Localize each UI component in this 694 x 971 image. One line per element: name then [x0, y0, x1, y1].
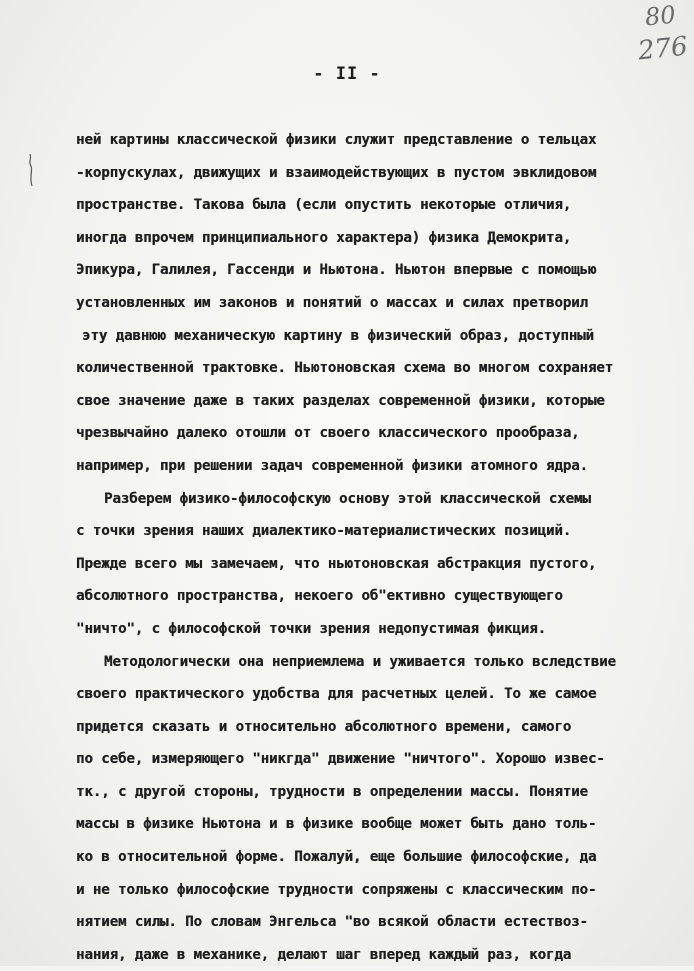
text-line-2: -корпускулах, движущих и взаимодействующих в пустом эвклидовом: [76, 164, 597, 181]
page-number: - II -: [313, 64, 381, 84]
text-line-19: придется сказать и относительно абсолютного времени, самого: [76, 718, 572, 735]
archive-number-top: 80: [644, 0, 678, 32]
text-line-5: Эпикура, Галилея, Гассенди и Ньютона. Ньютон впервые с помощью: [76, 262, 597, 279]
text-line-24: и не только философские трудности сопряжены с классическим по-: [76, 881, 597, 898]
text-line-26: нания, даже в механике, делают шаг вперед каждый раз, когда: [76, 946, 572, 963]
text-line-23: ко в относительной форме. Пожалуй, еще большие философские, да: [76, 849, 597, 866]
archive-number-bottom: 276: [636, 31, 690, 67]
text-line-9: свое значение даже в таких разделах современной физики, которые: [76, 392, 605, 409]
text-line-25: нятием силы. По словам Энгельса "во всякой области естествоз-: [76, 914, 588, 931]
text-line-4: иногда впрочем принципиального характера) физика Демокрита,: [76, 229, 572, 246]
text-line-17: Методологически она неприемлема и уживается только вследствие: [104, 653, 616, 670]
margin-pencil-mark: [26, 152, 40, 188]
text-line-16: "ничто", с философской точки зрения недопустимая фикция.: [76, 620, 546, 637]
text-line-20: по себе, измеряющего "никгда" движение "ничтого". Хорошо извес-: [76, 751, 605, 768]
text-line-7: эту давнюю механическую картину в физический образ, доступный: [82, 327, 594, 344]
text-line-13: с точки зрения наших диалектико-материалистических позиций.: [76, 523, 572, 540]
text-line-14: Прежде всего мы замечаем, что ньютоновская абстракция пустого,: [76, 555, 597, 572]
text-line-18: своего практического удобства для расчетных целей. То же самое: [76, 686, 597, 703]
text-line-22: массы в физике Ньютона и в физике вообще может быть дано толь-: [76, 816, 597, 833]
text-line-3: пространстве. Такова была (если опустить некоторые отличия,: [76, 197, 572, 214]
text-line-6: установленных им законов и понятий о массах и силах претворил: [76, 294, 588, 311]
text-line-11: например, при решении задач современной физики атомного ядра.: [76, 457, 588, 474]
text-line-21: тк., с другой стороны, трудности в определении массы. Понятие: [76, 783, 588, 800]
text-line-10: чрезвычайно далеко отошли от своего классического прообраза,: [76, 425, 580, 442]
document-body: [76, 124, 676, 971]
text-line-8: количественной трактовке. Ньютоновская схема во многом сохраняет: [76, 360, 614, 377]
text-line-12: Разберем физико-философскую основу этой классической схемы: [104, 490, 591, 507]
text-line-1: ней картины классической физики служит представление о тельцах: [76, 132, 597, 148]
text-line-15: абсолютного пространства, некоего об"ективно существующего: [76, 588, 563, 605]
